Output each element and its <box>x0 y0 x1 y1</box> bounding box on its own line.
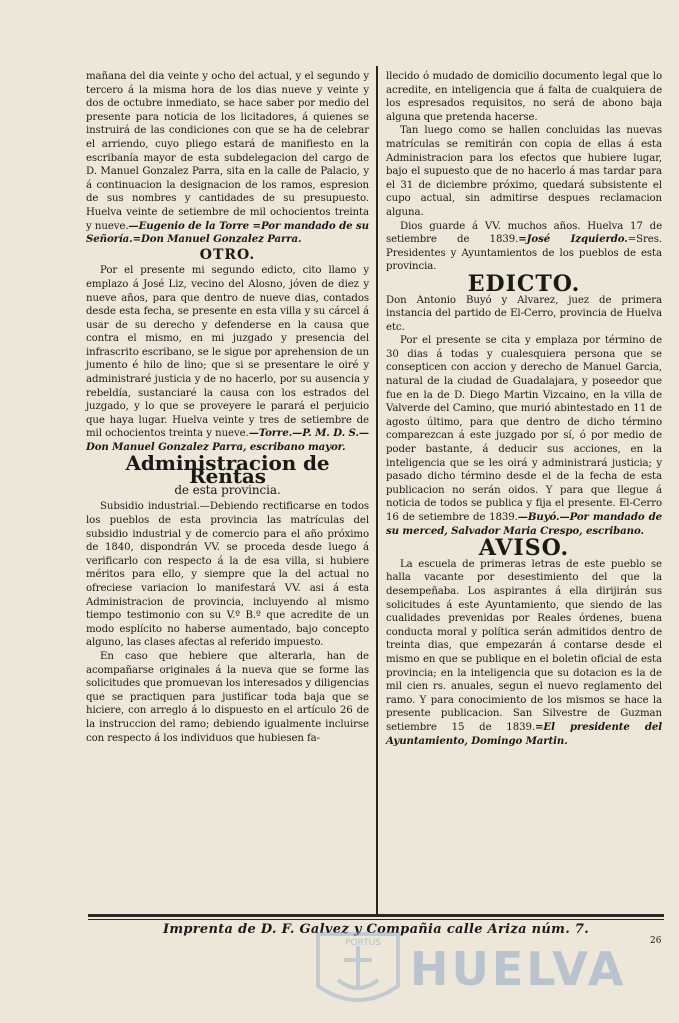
right-paragraph-1: llecido ó mudado de domicilio documento legal que lo acredite, en inteligencia que á falta de cualquiera de los espresados requisitos, no será de abono baja alguna que pretenda hacerse. <box>386 71 662 123</box>
signature: =El presidente del Ayuntamiento, Domingo Martin. <box>386 720 663 747</box>
edicto-heading: EDICTO. <box>467 270 581 297</box>
text: Por el presente mi segundo edicto, cito llamo y emplazo á José Liz, vecino del Alosno, jóven de diez y nueve años, para que dentro de nueve dias, contados desde esta fecha, se presente en esta villa y su cárcel á usar de su derecho y defenderse en la causa que contra el mismo, en mi juzgado y presencia del infrascrito escribano, se le sigue por aprehension de un jumento é hilo de lino; que si se presentare le oiré y administraré justicia y de no hacerlo, por su ausencia y rebeldía, sustanciaré la causa con los estrados del juzgado, y lo que se proveyere le parará el perjuicio que haya lugar. Huelva veinte y tres de setiembre de mil ochocientos treinta y nueve. <box>86 265 369 440</box>
signature: —Eugenio de la Torre =Por mandado de su Señoría.=Don Manuel Gonzalez Parra. <box>86 219 369 246</box>
administracion-subheading: de esta provincia. <box>174 482 281 497</box>
left-paragraph-1 <box>86 70 369 247</box>
text: =Sres. Presidentes y Ayuntamientos de los pueblos de esta provincia. <box>386 234 662 273</box>
column-divider <box>376 66 378 916</box>
right-paragraph-5 <box>386 334 662 538</box>
footer-rule-thin <box>88 919 664 920</box>
aviso-heading: AVISO. <box>478 535 570 562</box>
left-paragraph-3: Subsidio industrial.—Debiendo rectificarse en todos los pueblos de esta provincia las matrículas del subsidio industrial y de comercio para el año próximo de 1840, dispondrán VV. se proceda desde luego á verificarlo con respecto á la de esa villa, si hubiere méritos para ello, y siempre que la del actual no ofreciese variacion lo manifestará VV. asi á esta Administracion de provincia, incluyendo al mismo tiempo testimonio con su V.º B.º que acredite de un modo esplícito no haberse aumentado, bajo concepto alguno, las clases afectas al referido impuesto. <box>86 501 369 649</box>
right-paragraph-2: Tan luego como se hallen concluidas las nuevas matrículas se remitirán con copia de ellas á esta Administracion para los efectos que hubiere lugar, bajo el supuesto que de no hacerlo á mas tardar para el 31 de diciembre próximo, quedará subsistente el cupo actual, sin admitirse despues reclamacion alguna. <box>386 125 662 218</box>
text: Por el presente se cita y emplaza por término de 30 dias á todas y cualesquiera persona que se consepticen con accion y derecho de Manuel Garcia, natural de la ciudad de Guadalajara, y poseedor que fue en la de D. Diego Martin Vizcaino, en la villa de Valverde del Camino, que murió abintestado en 11 de agosto último, para que dentro de dicho término comparezcan á este juzgado por sí, ó por medio de poder bastante, á deducir sus acciones, en la inteligencia que se les oirá y administrará justicia; y pasado dicho término desde el de la fecha de esta publicacion no serán oidos. Y para que llegue á noticia de todos se publica y fija el presente. El-Cerro 16 de setiembre de 1839. <box>386 335 662 523</box>
otro-heading: OTRO. <box>199 246 256 263</box>
footer-rule <box>88 914 664 917</box>
right-paragraph-6 <box>386 558 662 748</box>
left-paragraph-2 <box>86 264 369 454</box>
left-column <box>86 70 369 745</box>
left-paragraph-4: En caso que hebiere que alterarla, han de acompañarse originales á la nueva que se forme las solicitudes que promuevan los interesados y diligencias que se practiquen para justificar toda baja que se hiciere, con arreglo á lo dispuesto en el artículo 26 de la instruccion del ramo; debiendo igualmente incluirse con respecto á los individuos que hubiesen fa- <box>86 650 369 744</box>
text: mañana del dia veinte y ocho del actual, y el segundo y tercero á la misma hora de los dias nueve y veinte y dos de octubre inmediato, se hace saber por medio del presente para noticia de los licitadores, á quienes se instruirá de las condiciones con que se ha de celebrar el arriendo, cuyo pliego estará de manifiesto en la escribanía mayor de esta subdelegacion del cargo de D. Manuel Gonzalez Parra, sita en la calle de Palacio, y á continuacion la designacion de los ramos, espresion de sus nombres y cantidades de su presupuesto. Huelva veinte de setiembre de mil ochocientos treinta y nueve. <box>86 71 369 232</box>
watermark-text: HUELVA <box>410 942 627 996</box>
page-number: 26 <box>650 936 662 946</box>
text: La escuela de primeras letras de este pueblo se halla vacante por desestimiento del que la desempeñaba. Los aspirantes á ella dirijirán sus solicitudes á este Ayuntamiento, que siendo de las cualidades prevenidas por Reales órdenes, buena conducta moral y política serán admitidos dentro de treinta dias, que empezarán á contarse desde el mismo en que se publique en el boletin oficial de esta provincia; en la inteligencia que su dotacion es la de mil cien rs. anuales, segun el nuevo reglamento del ramo. Y para conocimiento de los mismos se hace la presente publicacion. San Silvestre de Guzman setiembre 15 de 1839. <box>386 558 662 733</box>
right-column <box>386 70 662 748</box>
administracion-heading: Administracion de Rentas <box>125 450 330 489</box>
signature: =José Izquierdo. <box>518 233 628 246</box>
imprint-line: Imprenta de D. F. Galvez y Compañia calle Ariza núm. 7. <box>162 922 590 937</box>
watermark-subtext: PORTUS <box>345 938 381 948</box>
signature: —Torre.—P. M. D. S.—Don Manuel Gonzalez Parra, escribano mayor. <box>86 427 369 454</box>
signature: —Buyó.—Por mandado de su merced, Salvador Maria Crespo, escribano. <box>386 511 662 537</box>
right-paragraph-3 <box>386 220 662 274</box>
text: Dios guarde á VV. muchos años. Huelva 17 de setiembre de 1839. <box>386 220 662 246</box>
right-paragraph-4: Don Antonio Buyó y Alvarez, juez de primera instancia del partido de El-Cerro, provincia de Huelva etc. <box>386 294 662 333</box>
